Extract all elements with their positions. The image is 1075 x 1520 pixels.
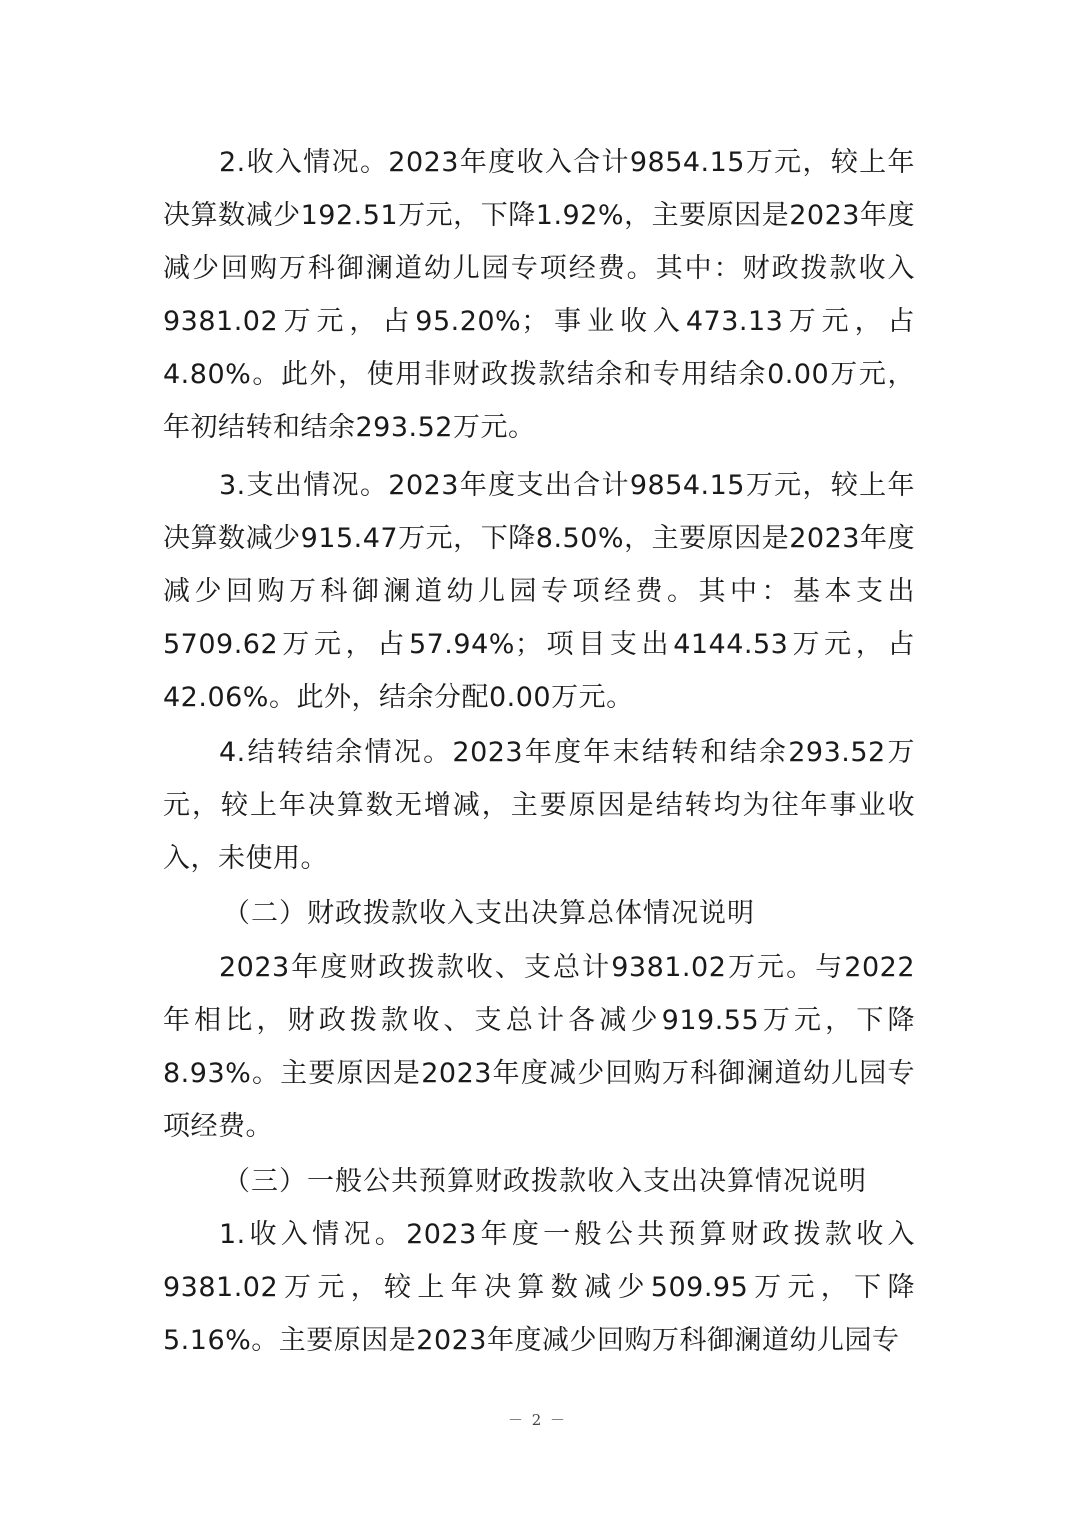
section-heading-3: （三）一般公共预算财政拨款收入支出决算情况说明 xyxy=(223,1166,867,1197)
page-number: － 2 － xyxy=(507,1411,568,1429)
paragraph-carryover: 4.结转结余情况。2023年度年末结转和结余293.52万元，较上年决算数无增减，主要原因是结转均为往年事业收入，未使用。 xyxy=(163,737,915,874)
paragraph-income: 2.收入情况。2023年度收入合计9854.15万元，较上年决算数减少192.51万元，下降1.92%，主要原因是2023年度减少回购万科御澜道幼儿园专项经费。其中：财政拨款收入9381.02万元，占95.20%；事业收入473.13万元，占4.80%。此外，使用非财政拨款结余和专用结余0.00万元，年初结转和结余293.52万元。 xyxy=(163,147,915,443)
paragraph-general-budget-income: 1.收入情况。2023年度一般公共预算财政拨款收入9381.02万元，较上年决算数减少509.95万元，下降5.16%。主要原因是2023年度减少回购万科御澜道幼儿园专 xyxy=(163,1219,915,1356)
paragraph-fiscal-appropriation: 2023年度财政拨款收、支总计9381.02万元。与2022年相比，财政拨款收、支总计各减少919.55万元，下降8.93%。主要原因是2023年度减少回购万科御澜道幼儿园专项经费。 xyxy=(163,952,915,1142)
paragraph-expenditure: 3.支出情况。2023年度支出合计9854.15万元，较上年决算数减少915.47万元，下降8.50%，主要原因是2023年度减少回购万科御澜道幼儿园专项经费。其中：基本支出5709.62万元，占57.94%；项目支出4144.53万元，占42.06%。此外，结余分配0.00万元。 xyxy=(163,470,915,713)
section-heading-2: （二）财政拨款收入支出决算总体情况说明 xyxy=(223,898,755,929)
